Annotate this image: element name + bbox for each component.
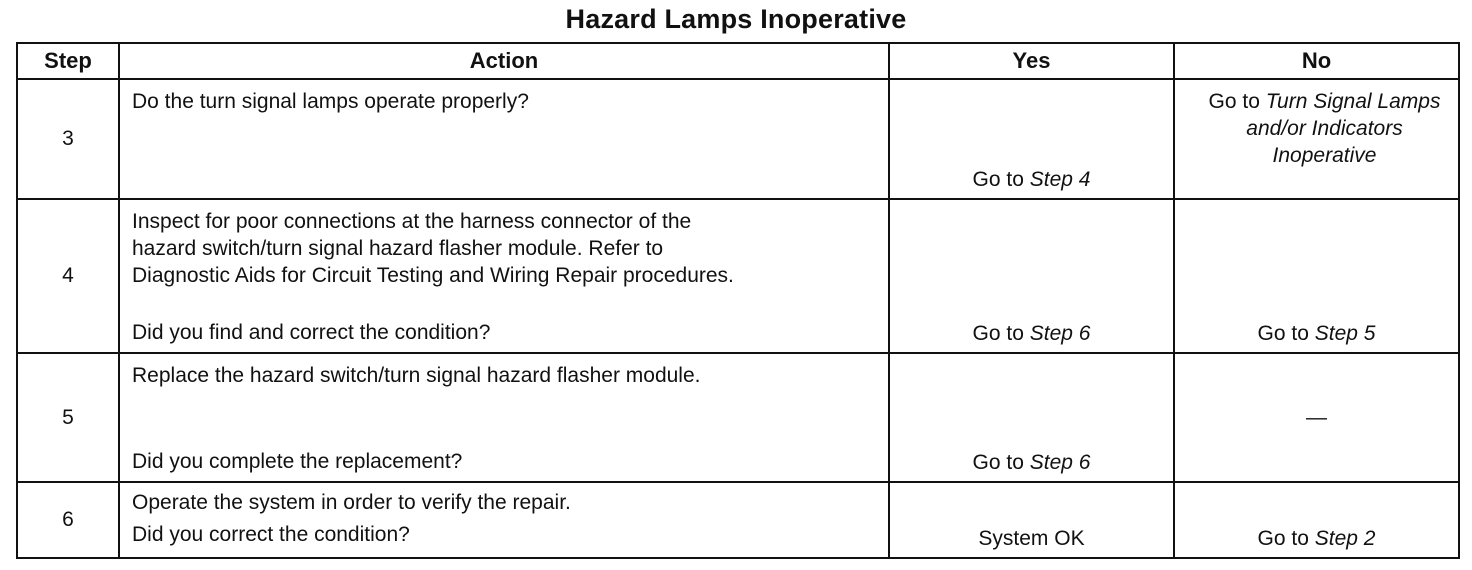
page-title: Hazard Lamps Inoperative	[565, 4, 907, 34]
yes-step-link[interactable]: Step 4	[1029, 168, 1091, 191]
header-action: Action	[119, 43, 889, 79]
action-question: Did you find and correct the condition?	[132, 321, 491, 344]
action-line: Diagnostic Aids for Circuit Testing and Wiring Repair procedures.	[132, 264, 734, 287]
yes-cell	[889, 199, 1174, 353]
action-line: Replace the hazard switch/turn signal hazard flasher module.	[132, 364, 701, 387]
no-dash: —	[1306, 405, 1327, 429]
action-cell	[119, 482, 889, 558]
no-procedure-link[interactable]: Turn Signal Lamps and/or Indicators Inoperative	[1246, 90, 1441, 167]
action-cell	[119, 199, 889, 353]
action-line: Inspect for poor connections at the harness connector of the	[132, 210, 692, 233]
no-step-link[interactable]: Step 2	[1314, 527, 1376, 550]
no-prefix: Go to	[1208, 90, 1266, 113]
yes-cell	[889, 353, 1174, 482]
yes-cell	[889, 79, 1174, 199]
diagnostic-table	[16, 42, 1460, 559]
yes-step-link[interactable]: Step 6	[1029, 322, 1091, 345]
step-number: 3	[17, 79, 119, 199]
header-no: No	[1174, 43, 1459, 79]
yes-prefix: Go to	[972, 168, 1030, 191]
yes-cell	[889, 482, 1174, 558]
yes-result: System OK	[978, 527, 1085, 550]
table-row-step-3	[17, 79, 1459, 199]
action-question: Did you correct the condition?	[132, 523, 410, 546]
no-prefix: Go to	[1257, 527, 1315, 550]
no-step-link[interactable]: Step 5	[1314, 322, 1376, 345]
step-number: 5	[17, 353, 119, 482]
step-number: 6	[17, 482, 119, 558]
table-row-step-6	[17, 482, 1459, 558]
header-yes: Yes	[889, 43, 1174, 79]
no-cell	[1174, 353, 1459, 482]
table-header-row	[17, 43, 1459, 79]
step-number: 4	[17, 199, 119, 353]
action-line: Do the turn signal lamps operate properly?	[132, 90, 529, 113]
yes-prefix: Go to	[972, 322, 1030, 345]
action-line: hazard switch/turn signal hazard flasher module. Refer to	[132, 237, 664, 260]
action-cell	[119, 79, 889, 199]
table-row-step-5	[17, 353, 1459, 482]
action-question: Did you complete the replacement?	[132, 450, 463, 473]
yes-step-link[interactable]: Step 6	[1029, 451, 1091, 474]
action-line: Operate the system in order to verify the repair.	[132, 491, 571, 514]
no-cell	[1174, 199, 1459, 353]
header-step: Step	[17, 43, 119, 79]
table-row-step-4	[17, 199, 1459, 353]
no-cell	[1174, 482, 1459, 558]
yes-prefix: Go to	[972, 451, 1030, 474]
no-prefix: Go to	[1257, 322, 1315, 345]
action-cell	[119, 353, 889, 482]
no-cell	[1174, 79, 1459, 199]
